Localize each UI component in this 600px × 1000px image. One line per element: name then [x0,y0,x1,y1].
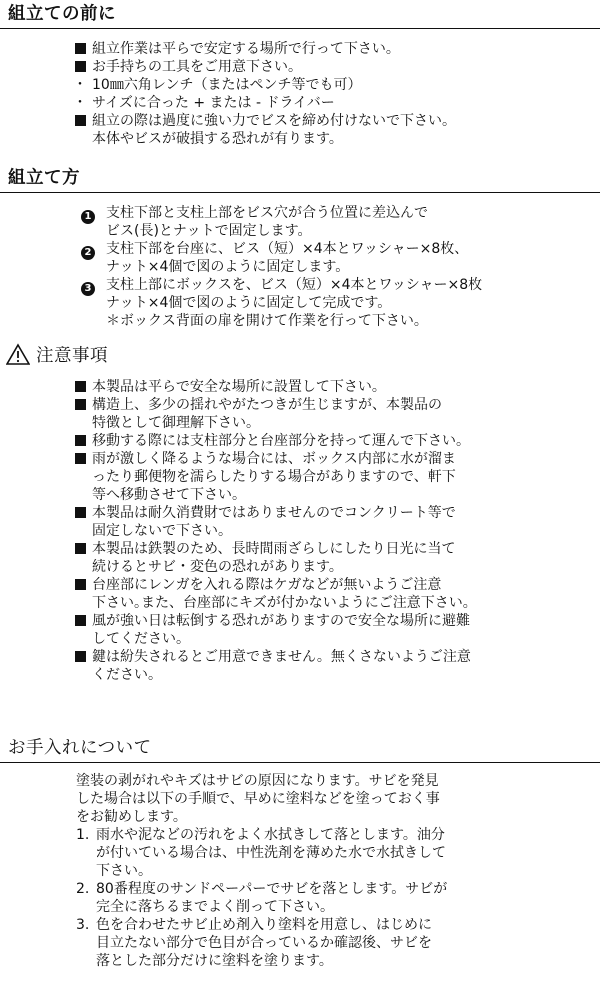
dot-bullet-icon: ・ [73,95,87,111]
text-line: した場合は以下の手順で、早めに塗料などを塗っておく事 [76,791,440,807]
prep-list [0,40,600,148]
square-bullet-icon [72,576,88,594]
section-title: 組立て方 [8,168,80,188]
square-bullet-icon [72,612,88,630]
text-line: 続けるとサビ・変色の恐れがあります。 [92,559,343,575]
text-line: 10㎜六角レンチ（またはペンチ等でも可） [92,77,362,93]
text-line: 支柱下部と支柱上部をビス穴が合う位置に差込んで [106,205,428,221]
list-item [0,58,600,76]
list-item [0,504,600,540]
list-item [0,450,600,504]
step-number: 3 [81,282,95,296]
text-line: 構造上、多少の揺れやがたつきが生じますが、本製品の [92,397,442,413]
text-line: 本製品は平らで安全な場所に設置して下さい。 [92,379,386,395]
maintenance-steps [0,826,600,970]
text-line: お手持ちの工具をご用意下さい。 [92,59,302,75]
list-item [0,40,600,58]
text-line: 色を合わせたサビ止め剤入り塗料を用意し、はじめに [96,917,432,933]
text-line: ＊ボックス背面の扉を開けて作業を行って下さい。 [106,313,428,329]
text-line: 支柱下部を台座に、ビス（短）×4本とワッシャー×8枚、 [106,241,469,257]
text-line: 目立たない部分で色目が合っているか確認後、サビを [96,935,432,951]
list-item [0,576,600,612]
step-number: 3. [76,917,90,933]
text-line: サイズに合った + または - ドライバー [92,95,335,111]
heading-before-assembly [0,0,600,29]
caution-list [0,378,600,684]
caution-title-wrap [6,342,108,367]
step-number-icon [80,204,96,224]
text-line: 完全に落ちるまでよく削って下さい。 [96,899,334,915]
text-line: 本製品は鉄製のため、長時間雨ざらしにしたり日光に当て [92,541,456,557]
text-line: ったり郵便物を濡らしたりする場合がありますので、軒下 [92,469,456,485]
warning-triangle-icon [6,343,30,365]
text-line: 支柱上部にボックスを、ビス（短）×4本とワッシャー×8枚 [106,277,483,293]
step-number-icon [80,240,96,260]
text-line: ナット×4個で図のように固定します。 [106,259,350,275]
square-bullet-icon [72,432,88,450]
section-title: 組立ての前に [8,4,116,24]
list-item [0,396,600,432]
step-number: 2. [76,881,90,897]
text-line: 下さい。 [96,863,152,879]
step-number: 1. [76,827,90,843]
text-line: 特徴として御理解下さい。 [92,415,260,431]
maintenance-intro [0,772,600,826]
list-item [0,240,600,276]
list-item [0,826,600,880]
list-item [0,276,600,330]
square-bullet-icon [72,112,88,130]
text-line: 本製品は耐久消費財ではありませんのでコンクリート等で [92,505,456,521]
text-line: 鍵は紛失されるとご用意できません。無くさないようご注意 [92,649,471,665]
text-line: 固定しないで下さい。 [92,523,232,539]
text-line: 落とした部分だけに塗料を塗ります。 [96,953,333,969]
text-line: をお勧めします。 [76,809,187,825]
text-line: 移動する際には支柱部分と台座部分を持って運んで下さい。 [92,433,470,449]
list-item [0,540,600,576]
list-item [0,378,600,396]
list-item [0,880,600,916]
square-bullet-icon [72,378,88,396]
square-bullet-icon [72,40,88,58]
heading-cautions [0,342,600,370]
step-number: 2 [81,246,95,260]
text-line: ナット×4個で図のように固定して完成です。 [106,295,392,311]
list-item [0,76,600,94]
square-bullet-icon [72,450,88,468]
text-line: 雨水や泥などの汚れをよく水拭きして落とします。油分 [96,827,445,843]
heading-assembly-method [0,164,600,193]
list-item [0,612,600,648]
dot-bullet-icon: ・ [73,77,87,93]
list-item [0,916,600,970]
text-line: 雨が激しく降るような場合には、ボックス内部に水が溜ま [92,451,456,467]
square-bullet-icon [72,648,88,666]
square-bullet-icon [72,540,88,558]
text-line: 台座部にレンガを入れる際はケガなどが無いようご注意 [92,577,442,593]
text-line: 等へ移動させて下さい。 [92,487,246,503]
text-line: 本体やビスが破損する恐れが有ります。 [92,131,343,147]
section-title: お手入れについて [8,738,152,758]
text-line: 組立作業は平らで安定する場所で行って下さい。 [92,41,400,57]
list-item [0,112,600,148]
list-item [0,204,600,240]
method-list [0,204,600,330]
square-bullet-icon [72,504,88,522]
square-bullet-icon [72,396,88,414]
text-line: 塗装の剥がれやキズはサビの原因になります。サビを発見 [76,773,439,789]
text-line: してください。 [92,631,190,647]
text-line: 風が強い日は転倒する恐れがありますので安全な場所に避難 [92,613,470,629]
text-line: 80番程度のサンドペーパーでサビを落とします。サビが [96,881,448,897]
heading-maintenance [0,736,600,763]
text-line: ビス(長)とナットで固定します。 [106,223,312,239]
text-line: 組立の際は過度に強い力でビスを締め付けないで下さい。 [92,113,456,129]
step-number: 1 [81,210,95,224]
text-line: ください。 [92,667,162,683]
list-item [0,648,600,684]
section-title: 注意事項 [36,346,108,366]
step-number-icon [80,276,96,296]
text-line: 下さい｡また、台座部にキズが付かないようにご注意下さい。 [92,595,477,611]
square-bullet-icon [72,58,88,76]
text-line: が付いている場合は、中性洗剤を薄めた水で水拭きして [96,845,446,861]
list-item [0,94,600,112]
list-item [0,432,600,450]
